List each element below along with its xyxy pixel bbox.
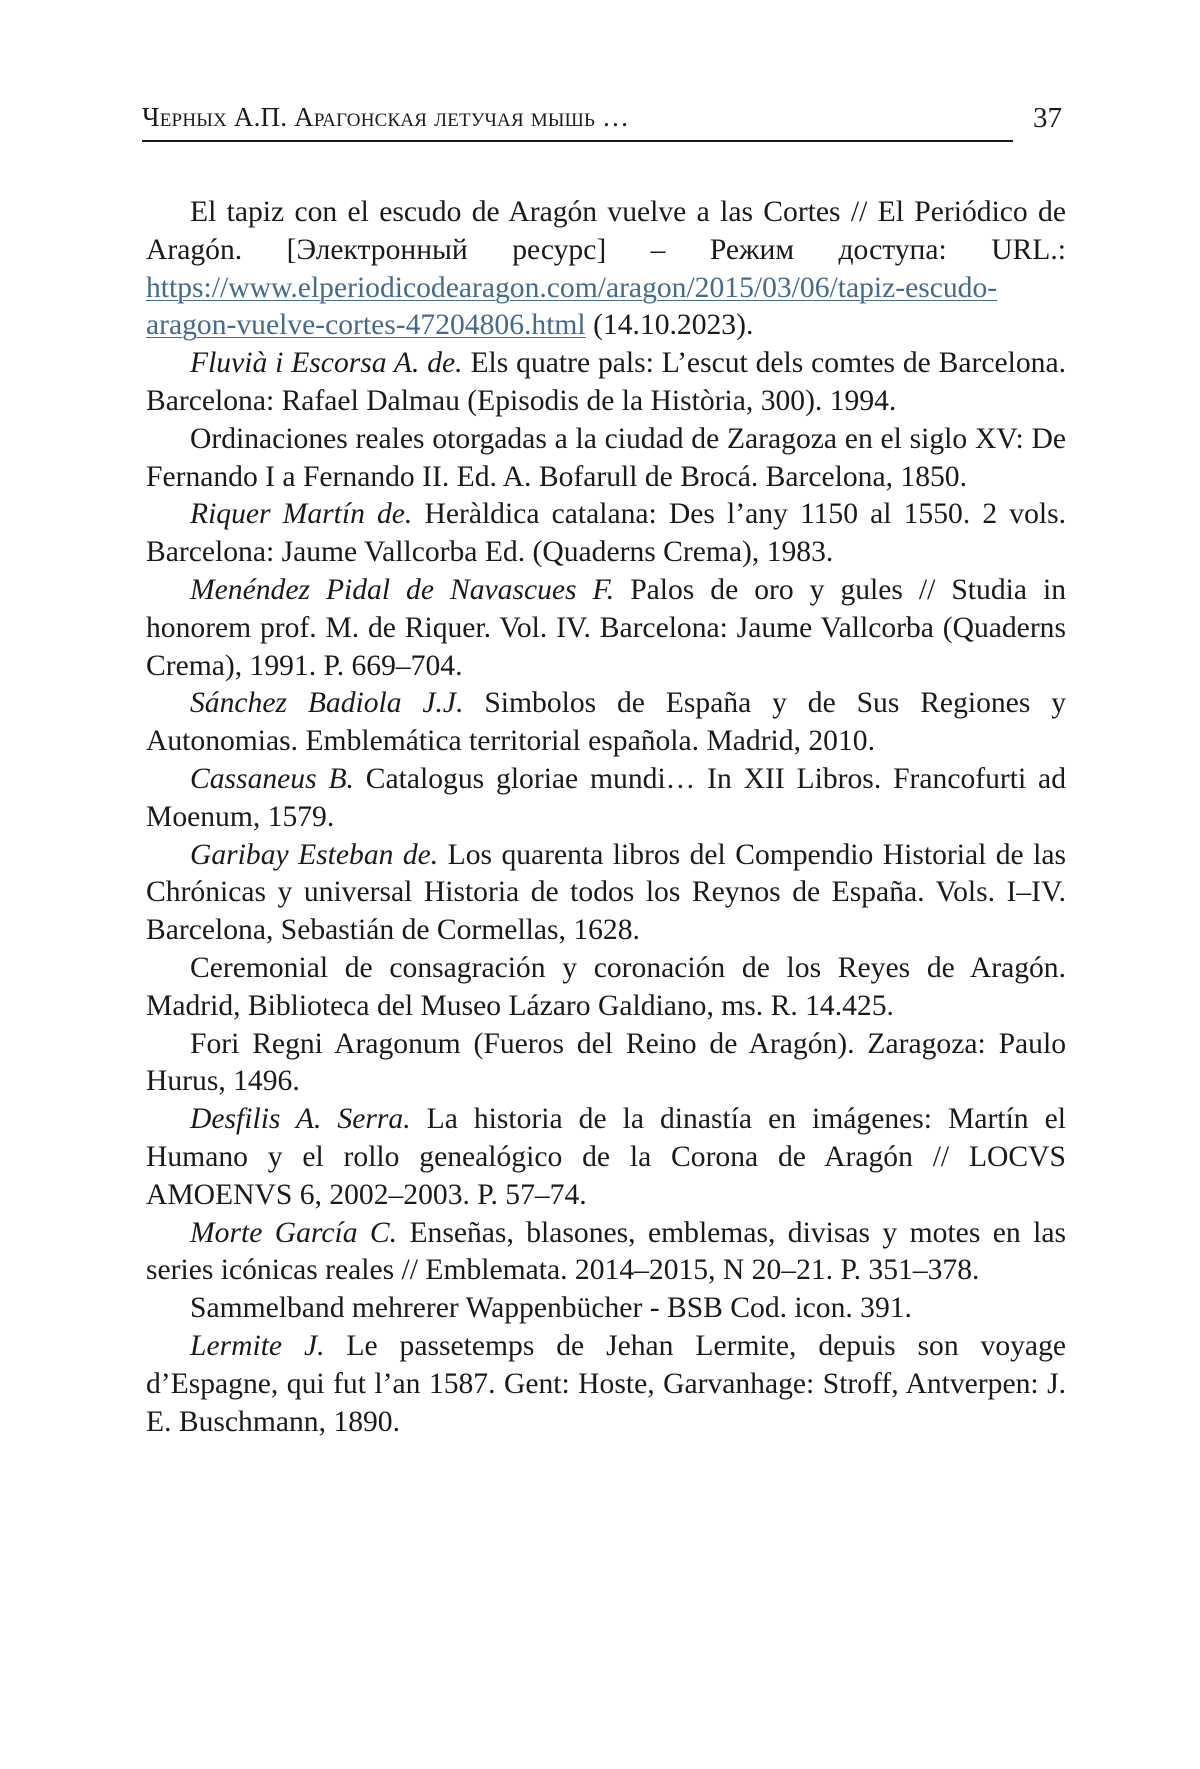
reference-author: Lermite J. <box>190 1329 325 1362</box>
reference-list <box>146 194 1066 1441</box>
reference-author: Morte García C. <box>190 1216 398 1249</box>
reference-entry <box>146 496 1066 572</box>
reference-text: Ceremonial de consagración y coronación de los Reyes de Aragón. Madrid, Biblioteca del Museo Lázaro Galdiano, ms. R. 14.425. <box>146 951 1066 1022</box>
reference-text: Ordinaciones reales otorgadas a la ciudad de Zaragoza en el siglo XV: De Fernando I a Fernando II. Ed. A. Bofarull de Brocá. Barcelona, 1850. <box>146 422 1066 493</box>
reference-entry <box>146 837 1066 950</box>
reference-text: Le passetemps de Jehan Lermite, depuis son voyage d’Espagne, qui fut l’an 1587. Gent: Hoste, Garvanhage: Stroff, Antverpen: J. E. Buschmann, 1890. <box>146 1329 1066 1438</box>
reference-link[interactable]: https://www.elperiodicodearagon.com/aragon/2015/03/06/tapiz-escudo-aragon-vuelve-cortes-47204806.html <box>146 271 998 342</box>
reference-text: Catalogus gloriae mundi… In XII Libros. Francofurti ad Moenum, 1579. <box>146 762 1066 833</box>
reference-text: Palos de oro y gules // Studia in honorem prof. M. de Riquer. Vol. IV. Barcelona: Jaume Vallcorba (Quaderns Crema), 1991. P. 669–704. <box>146 573 1066 682</box>
reference-entry <box>146 761 1066 837</box>
reference-text: Sammelband mehrerer Wappenbücher - BSB Cod. icon. 391. <box>190 1292 912 1325</box>
reference-author: Menéndez Pidal de Navascues F. <box>190 573 615 606</box>
reference-text: Los quarenta libros del Compendio Historial de las Chrónicas y universal Historia de todos los Reynos de España. Vols. I–IV. Barcelona, Sebastián de Cormellas, 1628. <box>146 838 1066 947</box>
reference-author: Sánchez Badiola J.J. <box>190 687 464 720</box>
reference-text: El tapiz con el escudo de Aragón vuelve a las Cortes // El Periódico de Aragón. [Электронный ресурс] – Режим доступа: URL.: <box>146 196 1066 266</box>
reference-entry <box>146 950 1066 1026</box>
reference-entry <box>146 421 1066 497</box>
reference-entry <box>146 1290 1066 1328</box>
reference-text: Fori Regni Aragonum (Fueros del Reino de Aragón). Zaragoza: Paulo Hurus, 1496. <box>146 1027 1066 1098</box>
reference-text: Enseñas, blasones, emblemas, divisas y motes en las series icónicas reales // Emblemata. 2014–2015, N 20–21. P. 351–378. <box>146 1216 1066 1287</box>
reference-entry <box>146 1101 1066 1214</box>
running-head <box>142 100 1062 144</box>
reference-text: Heràldica catalana: Des l’any 1150 al 1550. 2 vols. Barcelona: Jaume Vallcorba Ed. (Quaderns Crema), 1983. <box>146 498 1066 569</box>
reference-entry <box>146 685 1066 761</box>
reference-author: Desfilis A. Serra. <box>190 1103 411 1136</box>
reference-entry <box>146 1026 1066 1102</box>
reference-entry <box>146 1328 1066 1441</box>
reference-author: Garibay Esteban de. <box>190 838 439 871</box>
reference-text: La historia de la dinastía en imágenes: Martín el Humano y el rollo genealógico de la Corona de Aragón // LOCVS AMOENVS 6, 2002–2003. P. 57–74. <box>146 1103 1066 1211</box>
reference-author: Cassaneus B. <box>190 762 354 795</box>
running-head-title: Черных А.П. Арагонская летучая мышь … <box>142 102 630 132</box>
reference-entry <box>146 572 1066 685</box>
reference-text: (14.10.2023). <box>585 309 754 342</box>
reference-entry <box>146 345 1066 421</box>
reference-text: Els quatre pals: L’escut dels comtes de Barcelona. Barcelona: Rafael Dalmau (Episodis de la Història, 300). 1994. <box>146 347 1066 417</box>
page-number: 37 <box>1033 102 1062 134</box>
reference-entry <box>146 194 1066 345</box>
reference-text: Simbolos de España y de Sus Regiones y Autonomias. Emblemática territorial española. Madrid, 2010. <box>146 687 1066 758</box>
reference-author: Riquer Martín de. <box>190 498 413 531</box>
running-head-rule <box>142 140 1013 142</box>
reference-author: Fluvià i Escorsa A. de. <box>190 347 463 380</box>
reference-entry <box>146 1215 1066 1291</box>
